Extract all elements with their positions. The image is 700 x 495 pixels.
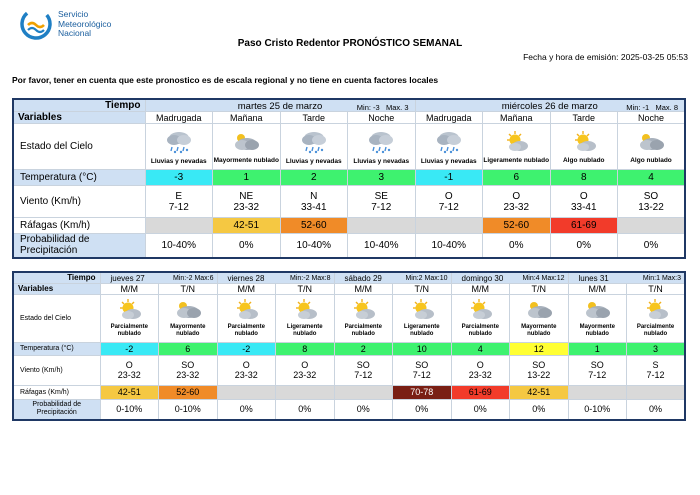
temp-cell: 4 [618, 170, 686, 186]
gust-cell [348, 218, 416, 234]
sky-cell [213, 124, 281, 170]
wind-direction: SO [181, 360, 195, 370]
snow-rain-icon [281, 129, 348, 158]
sky-cell [276, 294, 335, 342]
sky-caption: Ligeramente nublado [403, 324, 440, 337]
period-header: Noche [348, 112, 416, 124]
weekly-forecast-table [12, 98, 686, 259]
wind-speed: 7-12 [438, 201, 459, 213]
wind-cell [618, 186, 686, 218]
wind-direction: O [512, 190, 521, 202]
period-header: Mañana [483, 112, 551, 124]
gust-label: Ráfagas (Km/h) [13, 218, 145, 234]
wind-speed: 23-32 [234, 370, 258, 380]
day-min: Min:-2 [290, 275, 310, 282]
temp-cell: 6 [483, 170, 551, 186]
snow-rain-icon [146, 129, 213, 158]
wind-speed: 23-32 [233, 201, 260, 213]
gust-cell [568, 385, 627, 399]
wind-direction: O [476, 360, 484, 370]
wind-cell [145, 186, 213, 218]
precip-cell: 0% [483, 234, 551, 258]
day-name: viernes 28 [227, 274, 265, 283]
temp-cell: 8 [550, 170, 618, 186]
wind-speed: 33-41 [300, 201, 327, 213]
wind-direction: O [301, 360, 309, 370]
precip-cell: 10-40% [348, 234, 416, 258]
sky-cell [280, 124, 348, 170]
temp-cell: 2 [280, 170, 348, 186]
day-header [145, 99, 415, 112]
gust-cell: 70-78 [393, 385, 452, 399]
day-min-max [405, 275, 447, 282]
wind-speed: 23-32 [468, 370, 492, 380]
gust-cell [276, 385, 335, 399]
regional-notice: Por favor, tener en cuenta que este pronostico es de escala regional y no tiene en cuenta factores locales [12, 75, 439, 85]
precip-cell: 10-40% [145, 234, 213, 258]
period-header: Mañana [213, 112, 281, 124]
precip-cell: 0% [213, 234, 281, 258]
sun-cloud-icon [483, 130, 550, 157]
sky-caption: Lluvias y nevadas [150, 157, 207, 165]
precip-cell: 0% [451, 399, 510, 420]
temp-cell: 12 [510, 342, 569, 355]
period-header: T/N [627, 283, 686, 294]
wind-speed: 7-12 [412, 370, 431, 380]
day-min-max [643, 275, 681, 282]
sky-cell [627, 294, 686, 342]
temp-cell: 1 [213, 170, 281, 186]
day-min-max [290, 275, 330, 282]
sky-caption: Mayormente nublado [579, 324, 615, 337]
wind-direction: SO [356, 360, 370, 370]
day-max: Max. 8 [655, 103, 678, 112]
wind-direction: O [242, 360, 250, 370]
day-min: Min:1 [642, 275, 660, 282]
wind-cell [100, 355, 159, 385]
day-header [451, 272, 568, 283]
gust-cell: 42-51 [510, 385, 569, 399]
wind-cell [217, 355, 276, 385]
sun-cloud-icon [101, 298, 159, 324]
temp-cell: 10 [393, 342, 452, 355]
wind-cell [393, 355, 452, 385]
temp-cell: 1 [568, 342, 627, 355]
sky-cell [510, 294, 569, 342]
wind-label: Viento (Km/h) [13, 186, 145, 218]
precip-cell: 10-40% [415, 234, 483, 258]
day-min: Min:2 [405, 275, 423, 282]
gust-cell: 52-60 [280, 218, 348, 234]
precip-cell: 0% [217, 399, 276, 420]
sky-cell [568, 294, 627, 342]
wind-speed: 13-22 [638, 201, 664, 213]
sky-caption: Algo nublado [562, 156, 605, 164]
precip-cell: 0-10% [100, 399, 159, 420]
wind-cell [568, 355, 627, 385]
smn-logo [20, 8, 150, 40]
wind-speed: 23-32 [503, 201, 530, 213]
wind-speed: 7-12 [168, 201, 189, 213]
temp-cell: 8 [276, 342, 335, 355]
period-header: M/M [217, 283, 276, 294]
precip-cell: 0% [627, 399, 686, 420]
day-max: Max:12 [541, 275, 565, 282]
precip-cell: 0% [510, 399, 569, 420]
snow-rain-icon [348, 129, 415, 158]
wind-speed: 7-12 [354, 370, 373, 380]
sky-label: Estado del Cielo [13, 124, 145, 170]
wind-direction: E [175, 190, 183, 202]
gust-cell [145, 218, 213, 234]
wind-cell [280, 186, 348, 218]
sky-caption: Ligeramente nublado [286, 324, 323, 337]
period-header: M/M [568, 283, 627, 294]
period-header: Madrugada [415, 112, 483, 124]
gust-label: Ráfagas (Km/h) [13, 385, 100, 399]
wind-direction: SE [374, 190, 388, 202]
variables-header: Variables [13, 112, 145, 124]
sky-label: Estado del Cielo [13, 294, 100, 342]
gust-cell: 42-51 [100, 385, 159, 399]
sky-caption: Parcialmente nublado [227, 324, 265, 337]
gust-cell [217, 385, 276, 399]
temp-cell: 6 [159, 342, 218, 355]
day-min-max [522, 275, 564, 282]
day-max: Max:6 [194, 275, 214, 282]
wind-cell [627, 355, 686, 385]
period-header: M/M [451, 283, 510, 294]
cloud-icon [510, 298, 568, 324]
sky-cell [159, 294, 218, 342]
wind-cell [415, 186, 483, 218]
period-header: M/M [100, 283, 159, 294]
gust-cell [618, 218, 686, 234]
gust-cell: 61-69 [550, 218, 618, 234]
wind-speed: 23-32 [293, 370, 317, 380]
logo-line-3: Nacional [58, 28, 92, 38]
precip-cell: 0% [618, 234, 686, 258]
wind-direction: SO [590, 360, 604, 370]
precip-cell: 0% [276, 399, 335, 420]
sky-cell [393, 294, 452, 342]
sky-cell [334, 294, 393, 342]
period-header: T/N [276, 283, 335, 294]
wind-cell [483, 186, 551, 218]
sky-caption: Lluvias y nevadas [420, 157, 477, 165]
sky-cell [217, 294, 276, 342]
wind-speed: 7-12 [371, 201, 392, 213]
period-header: Tarde [280, 112, 348, 124]
day-name: martes 25 de marzo [237, 101, 323, 112]
day-max: Max:10 [424, 275, 448, 282]
temp-label: Temperatura (°C) [13, 342, 100, 355]
wind-speed: 23-32 [176, 370, 200, 380]
day-name: lunes 31 [578, 274, 609, 283]
sky-caption: Ligeramente nublado [483, 156, 550, 164]
sun-cloud-icon [452, 298, 510, 324]
wind-direction: SO [532, 360, 546, 370]
temp-cell: -2 [100, 342, 159, 355]
sun-cloud-icon [218, 298, 276, 324]
wind-speed: 7-12 [588, 370, 607, 380]
sky-cell [451, 294, 510, 342]
sky-caption: Mayormente nublado [521, 324, 557, 337]
day-min-max [357, 103, 409, 112]
wind-label: Viento (Km/h) [13, 355, 100, 385]
temp-cell: -1 [415, 170, 483, 186]
gust-cell: 52-60 [483, 218, 551, 234]
variables-header: Variables [13, 283, 100, 294]
temp-cell: -3 [145, 170, 213, 186]
sky-caption: Lluvias y nevadas [353, 157, 410, 165]
wind-cell [334, 355, 393, 385]
wind-cell [159, 355, 218, 385]
wind-cell [451, 355, 510, 385]
gust-cell [334, 385, 393, 399]
sky-cell [145, 124, 213, 170]
wind-speed: 23-32 [117, 370, 141, 380]
day-max: Max:3 [661, 275, 681, 282]
sky-caption: Parcialmente nublado [344, 324, 382, 337]
temp-cell: 3 [627, 342, 686, 355]
wind-direction: O [579, 190, 588, 202]
temp-cell: 2 [334, 342, 393, 355]
sky-caption: Parcialmente nublado [110, 324, 148, 337]
sky-caption: Parcialmente nublado [636, 324, 675, 337]
temp-cell: 3 [348, 170, 416, 186]
day-min: Min: -3 [356, 103, 380, 112]
wind-direction: O [125, 360, 133, 370]
temp-cell: 4 [451, 342, 510, 355]
day-header [217, 272, 334, 283]
day-name: sábado 29 [344, 274, 382, 283]
day-min: Min: -1 [626, 103, 650, 112]
gust-cell: 52-60 [159, 385, 218, 399]
period-header: T/N [510, 283, 569, 294]
day-header [568, 272, 685, 283]
precip-cell: 0-10% [568, 399, 627, 420]
sky-caption: Mayormente nublado [213, 156, 279, 164]
period-header: Madrugada [145, 112, 213, 124]
tiempo-header: Tiempo [13, 272, 100, 283]
day-max: Max. 3 [385, 103, 409, 112]
wind-cell [550, 186, 618, 218]
day-max: Max:8 [311, 275, 331, 282]
five-day-forecast-table [12, 271, 686, 421]
tiempo-header: Tiempo [13, 99, 145, 112]
sun-cloud-icon [335, 298, 393, 324]
wind-speed: 7-12 [646, 370, 665, 380]
cloud-icon [159, 298, 217, 324]
sun-cloud-icon [393, 298, 451, 324]
gust-cell: 42-51 [213, 218, 281, 234]
period-header: T/N [393, 283, 452, 294]
sky-cell [100, 294, 159, 342]
gust-cell: 61-69 [451, 385, 510, 399]
sky-cell [483, 124, 551, 170]
wind-direction: SO [643, 190, 659, 202]
precip-cell: 10-40% [280, 234, 348, 258]
day-min-max [626, 103, 678, 112]
page-title: Paso Cristo Redentor PRONÓSTICO SEMANAL [237, 38, 463, 49]
day-header [334, 272, 451, 283]
period-header: Noche [618, 112, 686, 124]
cloud-icon [569, 298, 627, 324]
temp-cell: -2 [217, 342, 276, 355]
emission-timestamp: Fecha y hora de emisión: 2025-03-25 05:53 [523, 52, 688, 62]
precip-cell: 0-10% [159, 399, 218, 420]
temp-label: Temperatura (°C) [13, 170, 145, 186]
day-min: Min:4 [522, 275, 540, 282]
precip-label: Probabilidad de Precipitación [13, 234, 145, 258]
period-header: T/N [159, 283, 218, 294]
wind-speed: 33-41 [570, 201, 597, 213]
wind-cell [348, 186, 416, 218]
sun-cloud-icon [627, 298, 684, 324]
sky-cell [618, 124, 686, 170]
sky-caption: Mayormente nublado [170, 324, 206, 337]
sky-cell [415, 124, 483, 170]
sky-caption: Lluvias y nevadas [285, 157, 342, 165]
sun-cloud-icon [551, 130, 618, 157]
day-name: jueves 27 [110, 274, 145, 283]
day-header [415, 99, 685, 112]
cloud-icon [618, 130, 684, 157]
wind-direction: O [444, 190, 453, 202]
logo-line-1: Servicio [58, 9, 89, 19]
day-min-max [173, 275, 213, 282]
sky-caption: Algo nublado [630, 156, 672, 164]
gust-cell [415, 218, 483, 234]
cloud-icon [213, 130, 280, 157]
wind-speed: 13-22 [527, 370, 551, 380]
wind-direction: N [310, 190, 318, 202]
day-min: Min:-2 [173, 275, 193, 282]
sky-caption: Parcialmente nublado [461, 324, 499, 337]
sky-cell [550, 124, 618, 170]
precip-cell: 0% [550, 234, 618, 258]
precip-label: Probabilidad de Precipitación [13, 399, 100, 420]
wind-cell [510, 355, 569, 385]
wind-cell [276, 355, 335, 385]
precip-cell: 0% [393, 399, 452, 420]
snow-rain-icon [416, 129, 483, 158]
wind-direction: NE [239, 190, 254, 202]
gust-cell [627, 385, 686, 399]
wind-direction: S [652, 360, 659, 370]
period-header: Tarde [550, 112, 618, 124]
period-header: M/M [334, 283, 393, 294]
smn-logo-icon [20, 8, 56, 40]
day-header [100, 272, 217, 283]
day-name: domingo 30 [461, 274, 504, 283]
sky-cell [348, 124, 416, 170]
wind-direction: SO [415, 360, 429, 370]
logo-line-2: Meteorológico [58, 18, 112, 29]
precip-cell: 0% [334, 399, 393, 420]
day-name: miércoles 26 de marzo [501, 101, 598, 112]
wind-cell [213, 186, 281, 218]
sun-cloud-icon [276, 298, 334, 324]
